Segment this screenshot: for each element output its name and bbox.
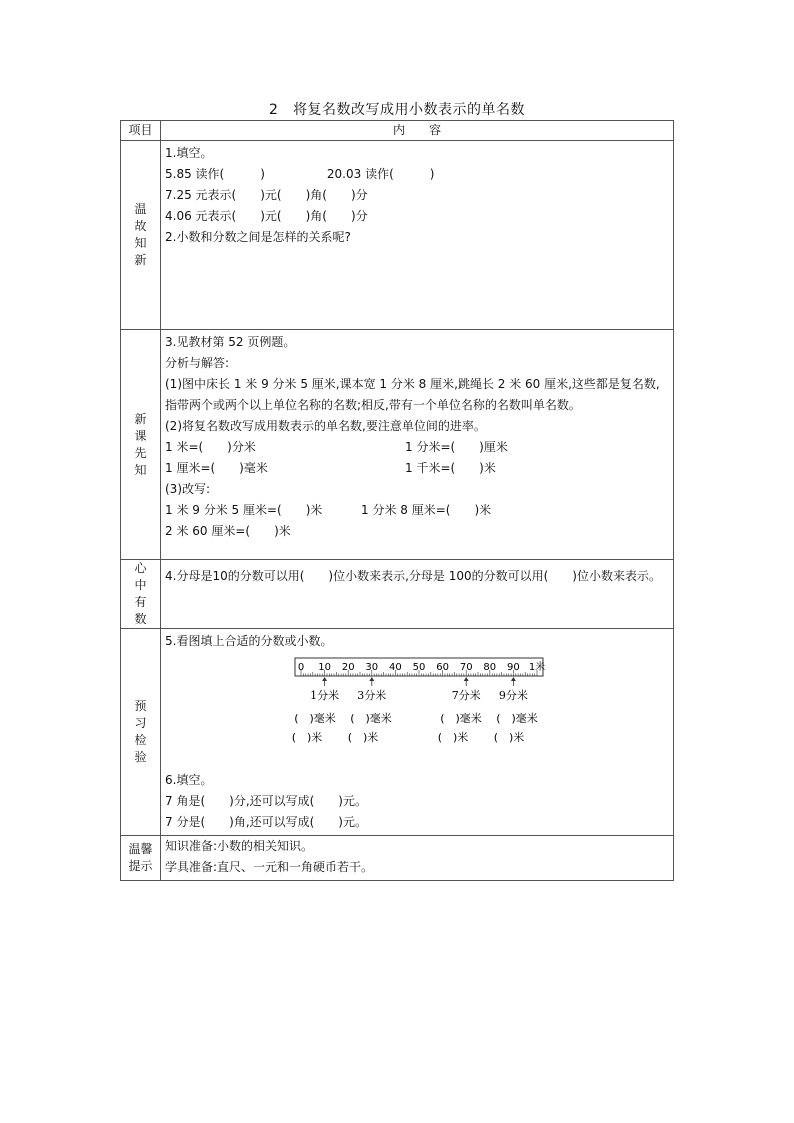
answer-m: ( )米 [347,731,379,744]
text-line: 6.填空。 [165,773,213,787]
mark-label: 7分米 [451,689,481,702]
ruler-tick-label: 40 [389,662,402,673]
ruler-tick-label: 90 [507,662,520,673]
mark-arrowhead [511,677,516,681]
ruler-tick-label: 0 [297,662,305,673]
text-line: 1 米=( )分米 1 分米=( )厘米 [165,440,508,454]
ruler-svg [165,652,670,770]
text-line: 分析与解答: [165,356,230,370]
section-content [161,141,674,330]
ruler-tick-label: 30 [365,662,379,673]
ruler-tick-label: 10 [318,662,331,673]
mark-label: 9分米 [498,689,528,702]
answer-m: ( )米 [493,731,525,744]
answer-mm: ( )毫米 [350,712,392,725]
mark-label: 1分米 [310,689,340,702]
text-line: (2)将复名数改写成用数表示的单名数,要注意单位间的进率。 [165,419,486,433]
text-line: 知识准备:小数的相关知识。 [165,839,314,853]
page-title: 2 将复名数改写成用小数表示的单名数 [269,102,525,118]
answer-mm: ( )毫米 [440,712,482,725]
section-tishi [121,836,674,881]
section-content [161,629,674,836]
text-line: 7 分是( )角,还可以写成( )元。 [165,815,367,829]
text-line: 5.看图填上合适的分数或小数。 [165,634,333,648]
answer-mm: ( )毫米 [294,712,336,725]
question-line: 5.85 读作( ) 20.03 读作( ) [165,167,435,181]
section-label: 预 习 检 验 [121,629,161,836]
text-line: 1 米 9 分米 5 厘米=( )米 1 分米 8 厘米=( )米 [165,503,492,517]
text-line: 3.见教材第 52 页例题。 [165,335,296,349]
ruler-tick-label: 20 [341,662,355,673]
ruler-tick-label: 70 [459,662,473,673]
section-label: 新 课 先 知 [121,330,161,560]
answer-m: ( )米 [437,731,469,744]
text-line: 7 角是( )分,还可以写成( )元。 [165,794,367,808]
text-paragraph: (1)图中床长 1 米 9 分米 5 厘米,课本宽 1 分米 8 厘米,跳绳长 2 米 60 厘米,这些都是复名数,指带两个或两个以上单位名称的名数;相反,带有一个单位名称的名数叫单名数。 [165,377,660,412]
answer-mm: ( )毫米 [496,712,538,725]
question-line: 7.25 元表示( )元( )角( )分 [165,188,368,202]
mark-arrowhead [464,677,469,681]
question-line: 4.06 元表示( )元( )角( )分 [165,209,368,223]
section-label: 心 中 有 数 [121,560,161,629]
mark-arrowhead [322,677,327,681]
text-paragraph: 4.分母是10的分数可以用( )位小数来表示,分母是 100的分数可以用( )位小数来表示。 [165,569,661,583]
section-content [161,560,674,629]
text-line: (3)改写: [165,482,211,496]
ruler-tick-label: 60 [436,662,449,673]
header-content: 内 容 [161,121,674,141]
question-line: 2.小数和分数之间是怎样的关系呢? [165,230,351,244]
lesson-table [120,120,674,881]
text-line: 学具准备:直尺、一元和一角硬币若干。 [165,860,374,874]
ruler-figure [165,652,669,770]
ruler-tick-label: 1米 [528,662,546,673]
section-content [161,330,674,560]
section-wengu [121,141,674,330]
answer-m: ( )米 [291,731,323,744]
section-xinzhong [121,560,674,629]
section-content [161,836,674,881]
header-item: 项目 [121,121,161,141]
text-line: 1 厘米=( )毫米 1 千米=( )米 [165,461,496,475]
section-label: 温馨 提示 [121,836,161,881]
mark-arrowhead [369,677,374,681]
mark-label: 3分米 [357,689,387,702]
section-xinke [121,330,674,560]
ruler-tick-label: 50 [412,662,426,673]
ruler-tick-label: 80 [483,662,497,673]
text-line: 2 米 60 厘米=( )米 [165,524,291,538]
section-yuxi [121,629,674,836]
section-label: 温 故 知 新 [121,141,161,330]
table-header [121,121,674,141]
question-line: 1.填空。 [165,146,213,160]
